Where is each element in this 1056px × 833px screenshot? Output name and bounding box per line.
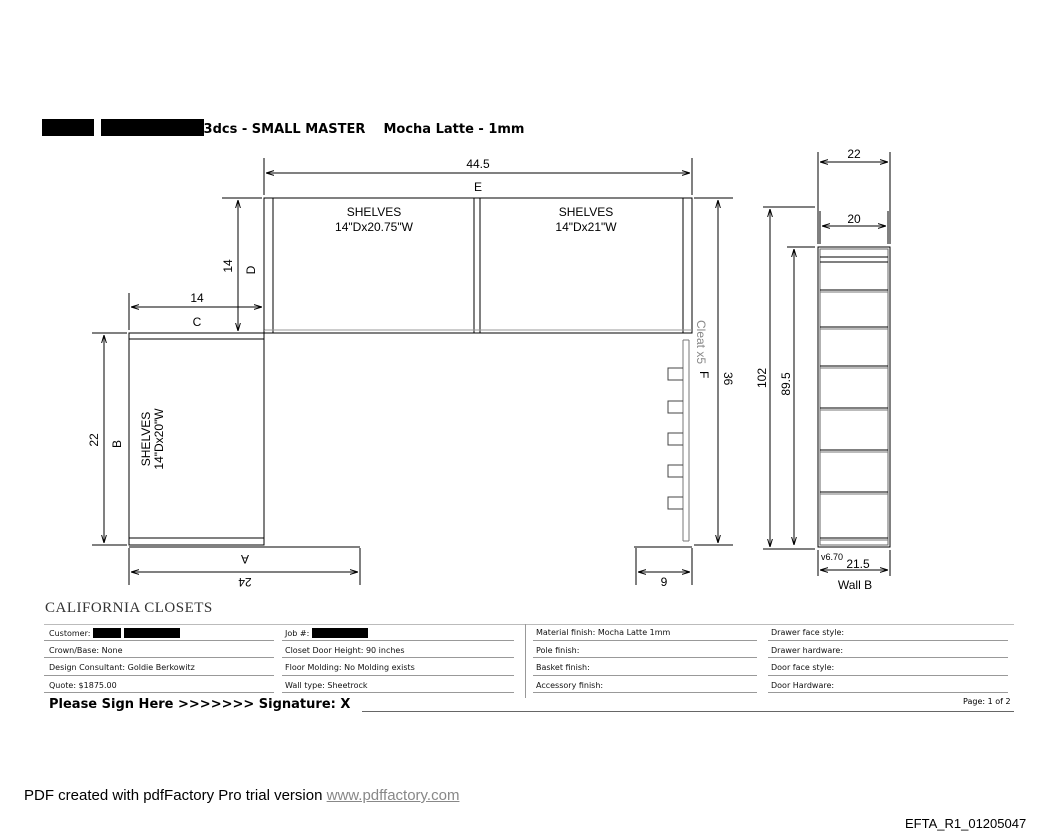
shelf3-size: 14"Dx20"W (152, 408, 166, 470)
dim-F-value: 36 (721, 372, 735, 386)
dim-C-value: 14 (190, 291, 204, 305)
version-label: v6.70 (821, 552, 844, 562)
material-finish-field: Material finish: Mocha Latte 1mm (536, 628, 671, 637)
shelf1-size: 14"Dx20.75"W (335, 220, 413, 234)
crown-base-field: Crown/Base: None (49, 646, 123, 655)
redaction-bar (124, 628, 180, 638)
accessory-finish-field: Accessory finish: (536, 681, 604, 690)
elev-inner-height: 89.5 (779, 372, 793, 396)
dim-E-letter: E (473, 180, 483, 194)
shelf1-title: SHELVES (346, 205, 402, 219)
floor-molding-field: Floor Molding: No Molding exists (285, 663, 415, 672)
dim-E-value: 44.5 (466, 157, 490, 171)
dim-B-letter: B (110, 439, 124, 449)
door-face-style-field: Door face style: (771, 663, 835, 672)
finish-title: Mocha Latte - 1mm (383, 122, 525, 137)
redaction-bar (312, 628, 368, 638)
elev-inner-width: 20 (847, 212, 861, 226)
shelf3-title: SHELVES (139, 411, 153, 467)
wall-label: Wall B (837, 578, 873, 592)
dim-D-letter: D (244, 265, 258, 275)
basket-finish-field: Basket finish: (536, 663, 590, 672)
dimension-elev-outer-width (818, 152, 890, 244)
design-consultant-field: Design Consultant: Goldie Berkowitz (49, 663, 195, 672)
job-number-field: Job #: (285, 628, 368, 638)
quote-field: Quote: $1875.00 (49, 681, 117, 690)
pole-finish-field: Pole finish: (536, 646, 580, 655)
dim-F-letter: F (697, 371, 711, 379)
wall-type-field: Wall type: Sheetrock (285, 681, 368, 690)
door-hardware-field: Door Hardware: (771, 681, 835, 690)
shelf2-title: SHELVES (558, 205, 614, 219)
dim-D-value: 14 (221, 259, 235, 273)
page-number: Page: 1 of 2 (963, 697, 1011, 706)
shelf2-size: 14"Dx21"W (555, 220, 617, 234)
cleats (668, 368, 683, 509)
drawer-hardware-field: Drawer hardware: (771, 646, 844, 655)
dim-A-value: 24 (238, 575, 252, 589)
pdf-footer: PDF created with pdfFactory Pro trial version www.pdffactory.com (24, 787, 460, 804)
cleat-strip (683, 340, 689, 541)
cleat-label: Cleat x5 (694, 320, 708, 365)
brand-logo: CALIFORNIA CLOSETS (45, 600, 213, 616)
dim-A-letter: A (240, 552, 250, 566)
customer-field: Customer: (49, 628, 180, 638)
dim-C-letter: C (192, 315, 202, 329)
wall-elevation (818, 247, 890, 547)
top-shelf-unit (264, 198, 692, 333)
dim-B-value: 22 (87, 433, 101, 447)
elev-bottom-width: 21.5 (846, 557, 870, 571)
door-height-field: Closet Door Height: 90 inches (285, 646, 405, 655)
elev-outer-width: 22 (847, 147, 861, 161)
document-id: EFTA_R1_01205047 (905, 816, 1027, 831)
redaction-bar (93, 628, 121, 638)
title-suffix: 3dcs - SMALL MASTER (203, 122, 366, 137)
elev-height: 102 (755, 367, 769, 389)
pdffactory-link[interactable]: www.pdffactory.com (326, 787, 460, 804)
signature-prompt: Please Sign Here >>>>>>> Signature: X (49, 697, 351, 712)
signature-line[interactable] (362, 711, 1014, 712)
dim-F-bottom: 9 (660, 575, 668, 589)
drawer-face-style-field: Drawer face style: (771, 628, 845, 637)
